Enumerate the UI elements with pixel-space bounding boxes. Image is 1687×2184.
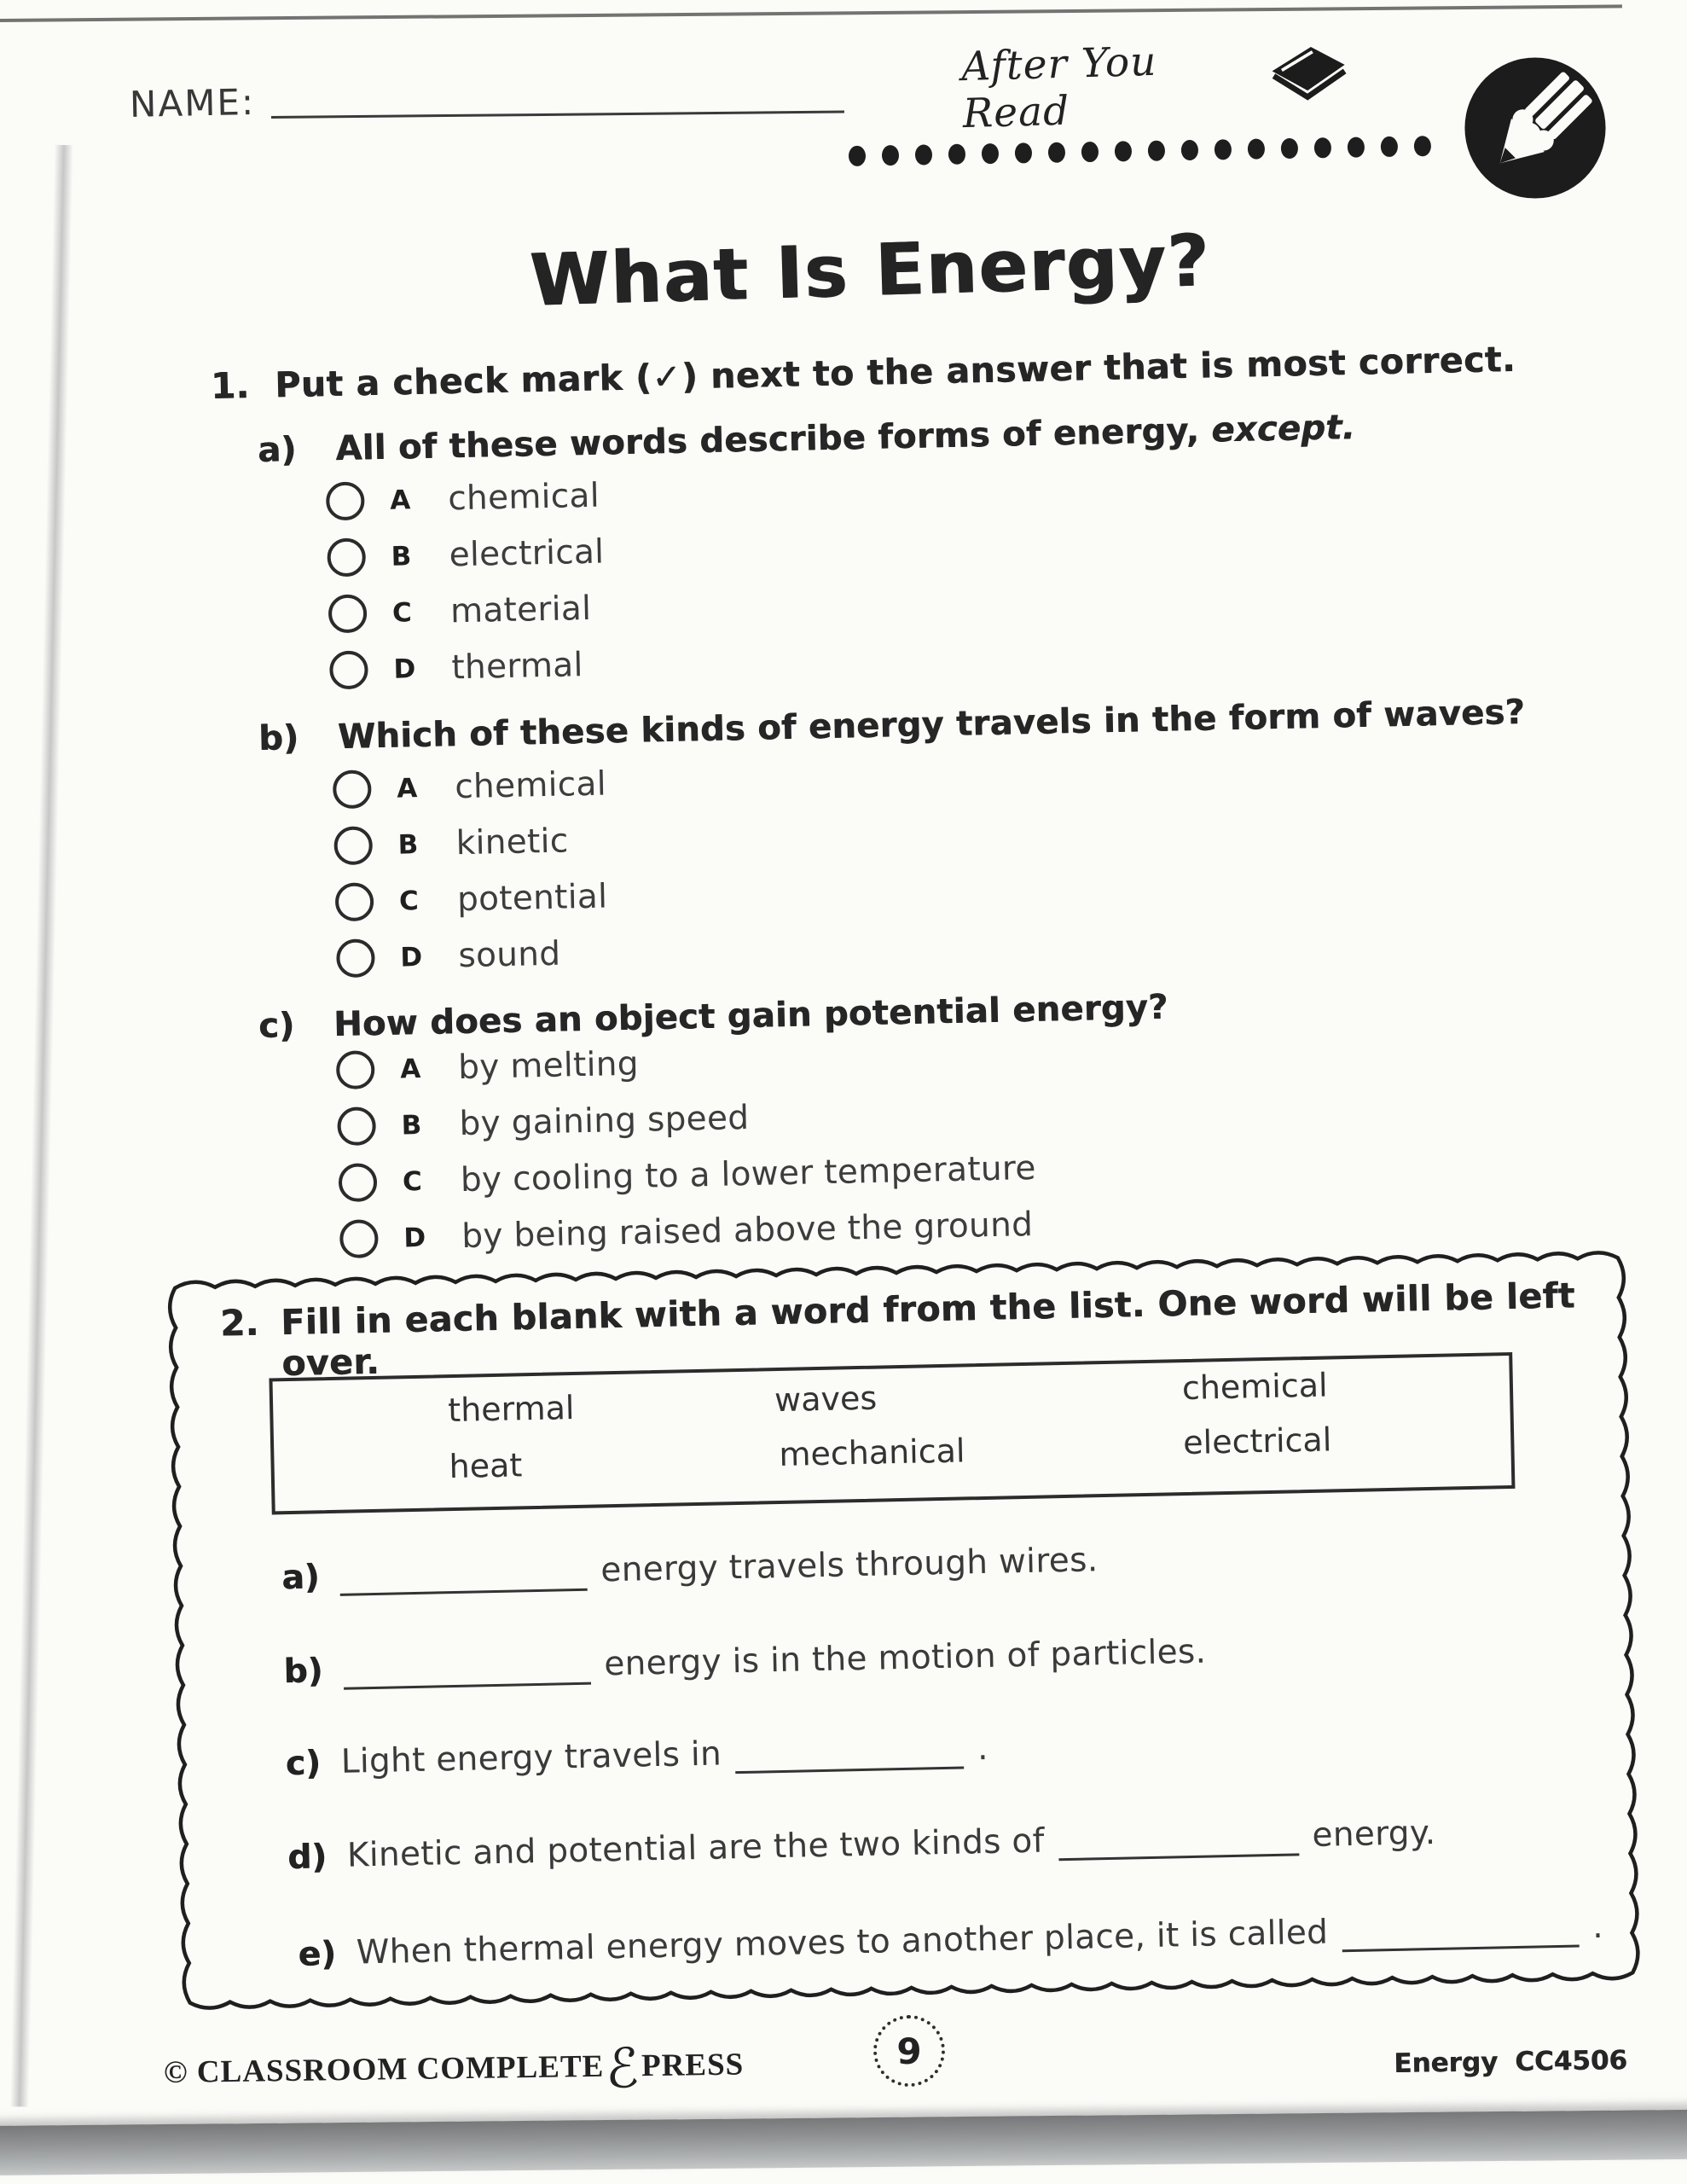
- radio-circle[interactable]: [327, 537, 366, 577]
- word-bank-item: electrical: [1182, 1420, 1332, 1462]
- option-text: electrical: [449, 532, 605, 575]
- radio-circle[interactable]: [335, 882, 374, 921]
- answer-blank[interactable]: [1342, 1908, 1580, 1952]
- blank-after-text: energy is in the motion of particles.: [603, 1632, 1207, 1684]
- option-letter: C: [402, 1165, 423, 1198]
- pencil-badge: [1462, 55, 1609, 201]
- radio-circle[interactable]: [339, 1219, 379, 1258]
- blank-label: c): [285, 1744, 322, 1784]
- question-1b: [258, 693, 1531, 997]
- option-letter: A: [396, 772, 418, 804]
- page-number-badge: [873, 2015, 945, 2087]
- radio-circle[interactable]: [339, 1163, 378, 1202]
- press-text: PRESS: [641, 2047, 745, 2084]
- question-2-prompt: Fill in each blank with a word from the list. One word will be left over.: [280, 1275, 1576, 1385]
- publisher-logo: ℰ: [605, 2037, 641, 2101]
- part-label: a): [257, 430, 297, 471]
- edition-text: Energy: [1394, 2047, 1499, 2079]
- question-1c: [258, 988, 1174, 1278]
- option-row: [328, 573, 1359, 633]
- radio-circle[interactable]: [328, 594, 368, 633]
- radio-circle[interactable]: [336, 938, 375, 978]
- radio-circle[interactable]: [333, 770, 372, 809]
- page-bottom-shadow: [0, 2110, 1687, 2175]
- option-text: material: [449, 589, 592, 631]
- book-icon: [1266, 38, 1354, 119]
- page-number: 9: [896, 2030, 922, 2072]
- option-letter: A: [399, 1053, 421, 1085]
- answer-blank[interactable]: [339, 1553, 588, 1596]
- option-letter: B: [397, 828, 419, 861]
- radio-circle[interactable]: [329, 650, 368, 689]
- word-bank-item: mechanical: [778, 1432, 965, 1473]
- word-bank-item: waves: [774, 1379, 878, 1420]
- option-text: thermal: [450, 646, 584, 688]
- word-bank-item: thermal: [447, 1389, 575, 1430]
- option-row: [337, 1090, 1170, 1146]
- option-text: by cooling to a lower temperature: [460, 1148, 1037, 1200]
- blank-label: a): [281, 1558, 320, 1598]
- answer-blank[interactable]: [343, 1647, 591, 1690]
- scan-edge-line: [0, 4, 1622, 22]
- option-letter: C: [398, 885, 420, 917]
- answer-blank[interactable]: [735, 1731, 965, 1774]
- option-letter: D: [393, 653, 416, 685]
- blank-label: e): [298, 1935, 337, 1974]
- part-question: Which of these kinds of energy travels in the form of waves?: [337, 692, 1526, 758]
- blank-before-text: Kinetic and potential are the two kinds of: [346, 1821, 1046, 1875]
- option-letter: D: [403, 1222, 426, 1254]
- publisher-credit: [163, 2037, 745, 2101]
- question-2-number: 2.: [219, 1301, 259, 1345]
- blank-after-text: energy.: [1312, 1814, 1436, 1856]
- question-1-header: [210, 338, 1516, 407]
- product-code: CC4506: [1514, 2045, 1628, 2077]
- option-row: [336, 915, 1530, 978]
- option-letter: B: [391, 540, 412, 572]
- name-label: NAME:: [129, 80, 256, 125]
- part-question: How does an object gain potential energy?: [333, 987, 1169, 1045]
- option-text: sound: [457, 934, 561, 976]
- blank-label: d): [287, 1838, 328, 1878]
- answer-blank[interactable]: [1058, 1817, 1299, 1861]
- name-input-line[interactable]: [271, 77, 844, 119]
- option-letter: A: [389, 484, 411, 516]
- option-row: [329, 630, 1360, 689]
- radio-circle[interactable]: [337, 1107, 376, 1146]
- option-row: [327, 517, 1358, 577]
- option-text: chemical: [454, 764, 607, 807]
- blank-after-text: energy travels through wires.: [600, 1541, 1099, 1590]
- option-row: [336, 1034, 1169, 1089]
- question-1a: [258, 408, 1361, 709]
- part-label: b): [258, 718, 299, 759]
- option-text: by being raised above the ground: [461, 1205, 1034, 1257]
- part-question: All of these words describe forms of energy,: [334, 410, 1212, 469]
- question-1-prompt: Put a check mark (✓) next to the answer that is most correct.: [274, 338, 1516, 406]
- option-row: [335, 858, 1529, 921]
- option-text: chemical: [447, 476, 600, 519]
- dots-divider: [849, 135, 1446, 167]
- option-text: by gaining speed: [459, 1099, 750, 1144]
- option-letter: C: [391, 596, 413, 629]
- option-letter: B: [401, 1109, 422, 1141]
- option-row: [333, 802, 1528, 865]
- copyright-text: © CLASSROOM COMPLETE: [163, 2048, 605, 2091]
- after-you-read-label: After You Read: [960, 38, 1158, 138]
- radio-circle[interactable]: [326, 481, 365, 520]
- radio-circle[interactable]: [333, 826, 373, 865]
- blank-after-text: .: [1591, 1908, 1604, 1947]
- option-row: [339, 1203, 1173, 1258]
- word-bank: [269, 1352, 1515, 1514]
- option-text: kinetic: [455, 822, 569, 863]
- option-row: [333, 746, 1527, 809]
- radio-circle[interactable]: [336, 1050, 375, 1089]
- option-row: [326, 461, 1357, 520]
- scan-fold-shadow: [10, 145, 73, 2107]
- blank-before-text: When thermal energy moves to another place, it is called: [356, 1913, 1329, 1972]
- question-1-number: 1.: [210, 364, 250, 407]
- part-label: c): [258, 1006, 295, 1047]
- question-2-section: [166, 1249, 1642, 2012]
- word-bank-item: heat: [449, 1446, 523, 1486]
- pencil-icon: [1462, 55, 1609, 201]
- option-letter: D: [400, 941, 423, 973]
- blank-after-text: .: [977, 1729, 989, 1769]
- word-bank-item: chemical: [1181, 1366, 1329, 1408]
- page-title: What Is Energy?: [528, 218, 1212, 322]
- option-row: [339, 1147, 1172, 1202]
- option-text: by melting: [457, 1044, 640, 1088]
- blank-label: b): [283, 1652, 323, 1692]
- part-question-emphasis: except.: [1210, 408, 1356, 450]
- option-text: potential: [456, 877, 608, 920]
- edition-code: [1279, 2045, 1627, 2081]
- blank-before-text: Light energy travels in: [340, 1734, 722, 1781]
